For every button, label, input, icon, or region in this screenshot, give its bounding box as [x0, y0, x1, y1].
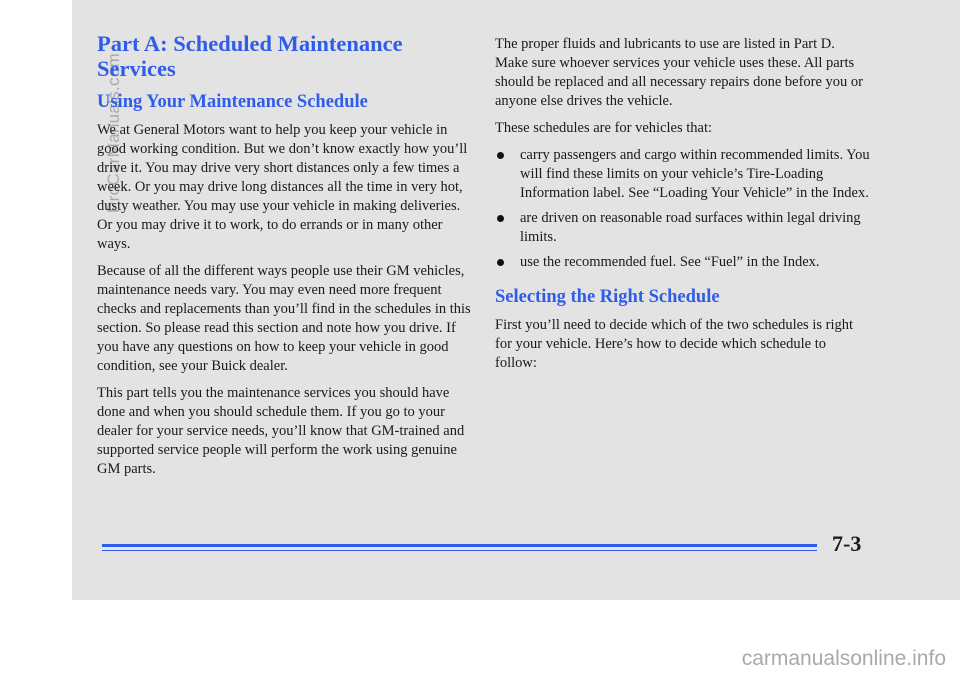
list-item	[495, 253, 870, 272]
list-item-text: carry passengers and cargo within recommended limits. You will find these limits on your vehicle’s Tire-Loading Information label. See “Loading Your Vehicle” in the Index.	[520, 147, 870, 201]
side-watermark: ProCarManuals.com	[104, 52, 123, 213]
conditions-list	[495, 146, 870, 272]
page-title: Part A: Scheduled Maintenance Services	[97, 31, 403, 81]
left-column	[97, 31, 472, 487]
list-item-text: are driven on reasonable road surfaces within legal driving limits.	[520, 210, 861, 245]
paragraph-services: This part tells you the maintenance services you should have done and when you should schedule them. If you go to your dealer for your service needs, you’ll know that GM-trained and supported service people will perform the work using genuine GM parts.	[97, 385, 465, 477]
footer-watermark-url: carmanualsonline.info	[741, 647, 946, 670]
paragraph-maintenance-needs: Because of all the different ways people use their GM vehicles, maintenance needs vary. You may even need more frequent checks and replacements than you’ll find in the schedules in this section. So please read this section and note how you drive. If you have any questions on how to keep your vehicle in good condition, see your Buick dealer.	[97, 263, 471, 374]
bullet-icon	[497, 152, 504, 159]
page-number: 7-3	[832, 531, 862, 556]
paragraph-selecting: First you’ll need to decide which of the two schedules is right for your vehicle. Here’s how to decide which schedule to follow:	[495, 317, 853, 371]
section-heading-selecting-schedule: Selecting the Right Schedule	[495, 287, 720, 307]
footer-rule-thin	[102, 550, 817, 551]
section-heading-maintenance-schedule: Using Your Maintenance Schedule	[97, 92, 368, 112]
paragraph-intro: We at General Motors want to help you keep your vehicle in good working condition. But we don’t know exactly how you’ll drive it. You may drive very short distances only a few times a week. Or you may drive long distances all the time in very hot, dusty weather. You may use your vehicle in making deliveries. Or you may drive it to work, to do errands or in many other ways.	[97, 122, 468, 252]
paragraph-schedules-intro: These schedules are for vehicles that:	[495, 120, 713, 136]
bullet-icon	[497, 259, 504, 266]
paragraph-fluids: The proper fluids and lubricants to use are listed in Part D. Make sure whoever services your vehicle uses these. All parts should be replaced and all necessary repairs done before you or anyone else drives the vehicle.	[495, 36, 863, 109]
list-item-text: use the recommended fuel. See “Fuel” in the Index.	[520, 254, 820, 270]
list-item	[495, 209, 870, 247]
right-column	[495, 35, 870, 381]
footer-rule-thick	[102, 544, 817, 547]
bullet-icon	[497, 215, 504, 222]
list-item	[495, 146, 870, 203]
